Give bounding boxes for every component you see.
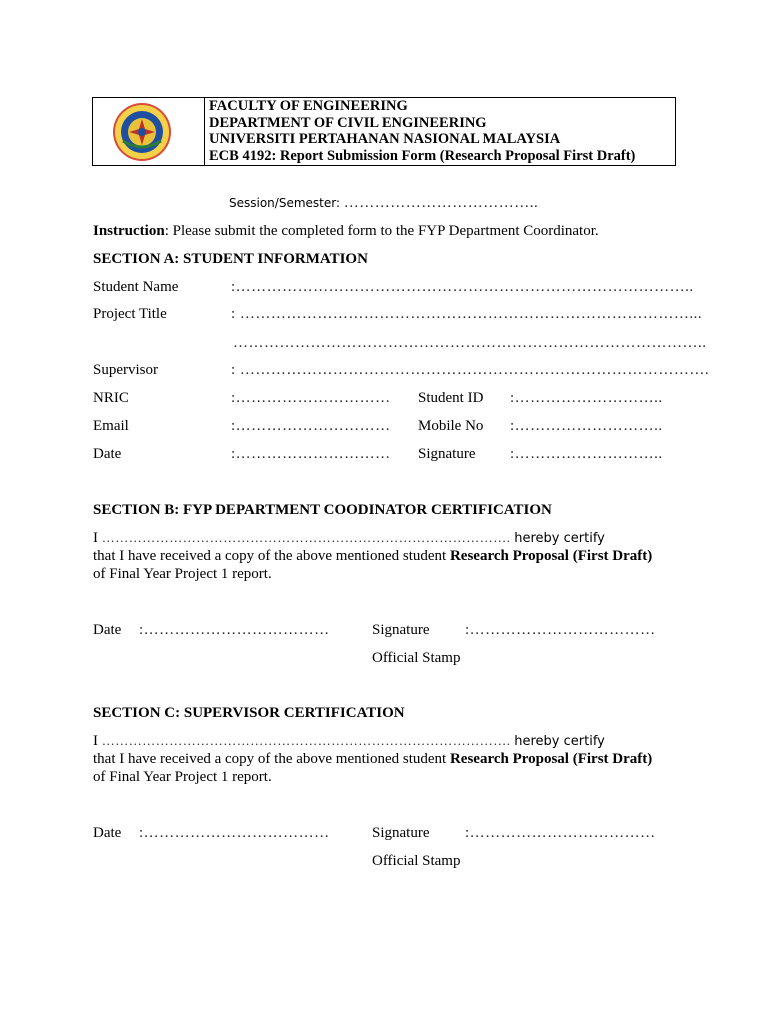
section-c-statement bbox=[93, 751, 652, 768]
email-field[interactable]: :………………………… bbox=[231, 418, 391, 434]
date-label: Date bbox=[93, 446, 122, 462]
instruction-text: : Please submit the completed form to the FYP Department Coordinator. bbox=[164, 223, 599, 239]
header-divider bbox=[204, 98, 205, 165]
section-c-title: SECTION C: SUPERVISOR CERTIFICATION bbox=[93, 705, 405, 721]
form-header bbox=[92, 97, 676, 166]
student-name-label: Student Name bbox=[93, 279, 179, 295]
section-b-i-label: I bbox=[93, 530, 98, 546]
section-b-signature-label: Signature bbox=[372, 622, 430, 638]
section-c-signature-field[interactable]: :……………………………… bbox=[465, 825, 656, 841]
supervisor-label: Supervisor bbox=[93, 362, 158, 378]
section-b-statement bbox=[93, 548, 652, 565]
section-b-signature-field[interactable]: :……………………………… bbox=[465, 622, 656, 638]
section-c-hereby: hereby certify bbox=[514, 734, 605, 749]
university-crest-logo bbox=[101, 101, 183, 163]
section-b-statement-bold: Research Proposal (First Draft) bbox=[449, 548, 653, 564]
project-title-field[interactable]: : ……………………………………………………………………………... bbox=[231, 306, 703, 322]
email-label: Email bbox=[93, 418, 129, 434]
section-b-statement-text: that I have received a copy of the above mentioned student bbox=[93, 548, 450, 564]
section-c-i-label: I bbox=[93, 733, 98, 749]
signature-field[interactable]: :……………………….. bbox=[510, 446, 663, 462]
project-title-field-line2[interactable]: ……………………………………………………………………………….. bbox=[233, 335, 707, 351]
section-b-hereby: hereby certify bbox=[514, 531, 605, 546]
session-label: Session/Semester: bbox=[229, 196, 341, 210]
project-title-label: Project Title bbox=[93, 306, 167, 322]
supervisor-field[interactable]: : ………………………………………………………………………………. bbox=[231, 362, 710, 378]
student-id-field[interactable]: :……………………….. bbox=[510, 390, 663, 406]
section-c-date-field[interactable]: :……………………………… bbox=[139, 825, 330, 841]
session-field[interactable]: ……………………………….. bbox=[343, 195, 539, 211]
faculty-name: FACULTY OF ENGINEERING bbox=[209, 98, 408, 114]
section-c-signature-label: Signature bbox=[372, 825, 430, 841]
university-name: UNIVERSITI PERTAHANAN NASIONAL MALAYSIA bbox=[209, 131, 561, 147]
student-name-field[interactable]: :…………………………………………………………………………….. bbox=[231, 279, 694, 295]
nric-label: NRIC bbox=[93, 390, 129, 406]
section-b-name-field[interactable]: ………………………………………………………………………………. bbox=[101, 530, 511, 545]
form-title: ECB 4192: Report Submission Form (Research Proposal First Draft) bbox=[209, 147, 636, 164]
nric-field[interactable]: :………………………… bbox=[231, 390, 391, 406]
section-c-name-field[interactable]: ………………………………………………………………………………. bbox=[101, 733, 511, 748]
section-b-date-field[interactable]: :……………………………… bbox=[139, 622, 330, 638]
section-b-date-label: Date bbox=[93, 622, 122, 638]
section-c-certify-line bbox=[93, 733, 605, 750]
section-b-statement-end: of Final Year Project 1 report. bbox=[93, 566, 272, 582]
section-b-certify-line bbox=[93, 530, 605, 547]
section-c-statement-end: of Final Year Project 1 report. bbox=[93, 769, 272, 785]
instruction-label: Instruction bbox=[93, 223, 165, 239]
mobile-field[interactable]: :……………………….. bbox=[510, 418, 663, 434]
signature-label: Signature bbox=[418, 446, 476, 462]
header-text bbox=[209, 98, 635, 164]
section-a-title: SECTION A: STUDENT INFORMATION bbox=[93, 251, 368, 267]
department-name: DEPARTMENT OF CIVIL ENGINEERING bbox=[209, 114, 487, 131]
session-row bbox=[229, 195, 538, 212]
student-id-label: Student ID bbox=[418, 390, 484, 406]
instruction bbox=[93, 223, 599, 240]
section-c-statement-bold: Research Proposal (First Draft) bbox=[449, 751, 653, 767]
section-b-title: SECTION B: FYP DEPARTMENT COODINATOR CERTIFICATION bbox=[93, 502, 552, 518]
section-c-official-stamp: Official Stamp bbox=[372, 853, 461, 869]
section-c-statement-text: that I have received a copy of the above mentioned student bbox=[93, 751, 450, 767]
mobile-label: Mobile No bbox=[418, 418, 484, 434]
section-b-official-stamp: Official Stamp bbox=[372, 650, 461, 666]
date-field[interactable]: :………………………… bbox=[231, 446, 391, 462]
section-c-date-label: Date bbox=[93, 825, 122, 841]
